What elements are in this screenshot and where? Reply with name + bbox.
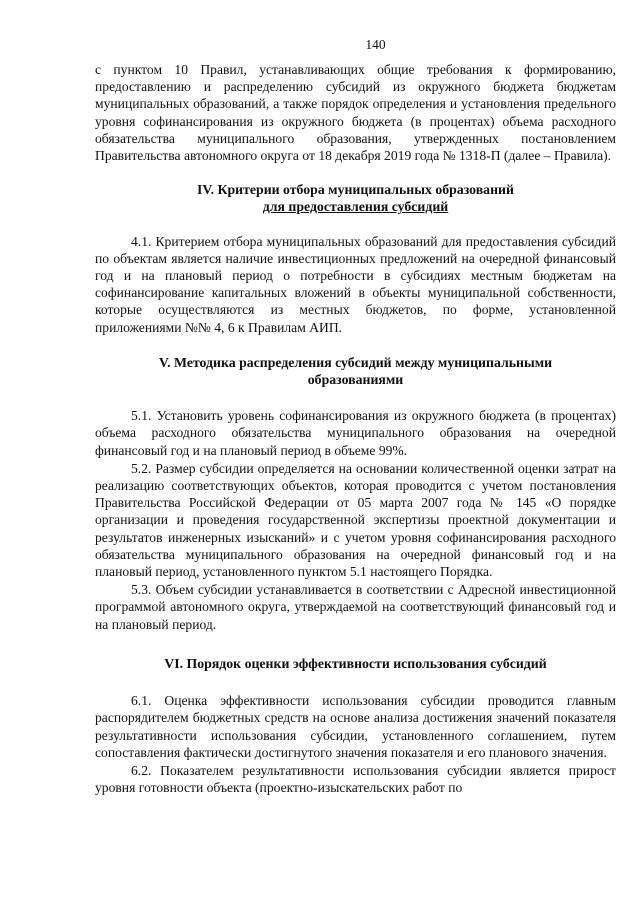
- page-number: 140: [365, 37, 386, 52]
- section-v-heading-line2: образованиями: [307, 372, 404, 388]
- section-iv-heading: [95, 181, 616, 215]
- section-v-heading-line1: V. Методика распределения субсидий между муниципальными: [158, 354, 553, 370]
- section-iv-heading-line2: для предоставления субсидий: [262, 199, 449, 215]
- section-iv-heading-line1: IV. Критерии отбора муниципальных образований: [197, 182, 514, 198]
- paragraph-5-2: 5.2. Размер субсидии определяется на основании количественной оценки затрат на реализацию соответствующих объектов, которая проводится с учетом постановления Правительства Российской Федерации от 05 марта 2007 года № 145 «О порядке организации и проведения государственной экспертизы проектной документации и результатов инженерных изысканий» и с учетом уровня софинансирования расходного обязательства муниципального образования на очередной финансовый год и на плановый период, установленного пунктом 5.1 настоящего Порядка.: [95, 460, 616, 580]
- paragraph-5-3: 5.3. Объем субсидии устанавливается в соответствии с Адресной инвестиционной программой автономного округа, утверждаемой на соответствующий финансовый год и на плановый период.: [95, 582, 616, 632]
- section-v-heading: [95, 354, 616, 388]
- paragraph-6-1: 6.1. Оценка эффективности использования субсидии проводится главным распорядителем бюджетных средств на основе анализа достижения значений показателя результативности использования субсидии, установленного соглашением, путем сопоставления фактически достигнутого значения показателя и его планового значения.: [95, 693, 616, 760]
- paragraph-4-1: 4.1. Критерием отбора муниципальных образований для предоставления субсидий по объектам является наличие инвестиционных предложений на очередной финансовый год и на плановый период о потребности в субсидиях местным бюджетам на софинансирование капитальных вложений в объекты муниципальной собственности, которые осуществляются из местных бюджетов, по форме, установленной приложениями №№ 4, 6 к Правилам АИП.: [95, 233, 616, 335]
- intro-paragraph: с пунктом 10 Правил, устанавливающих общие требования к формированию, предоставлению и распределению субсидий из окружного бюджета бюджетам муниципальных образований, а также порядок определения и установления предельного уровня софинансирования из окружного бюджета (в процентах) объема расходного обязательства муниципального образования, утвержденных постановлением Правительства автономного округа от 18 декабря 2019 года № 1318-П (далее – Правила).: [95, 62, 616, 164]
- paragraph-6-2: 6.2. Показателем результативности использования субсидии является прирост уровня готовности объекта (проектно-изыскательских работ по: [95, 762, 616, 796]
- section-vi-heading: VI. Порядок оценки эффективности использования субсидий: [164, 655, 547, 671]
- paragraph-5-1: 5.1. Установить уровень софинансирования из окружного бюджета (в процентах) объема расходного обязательства муниципального образования на очередной финансовый год и на плановый период в объеме 99%.: [95, 408, 616, 458]
